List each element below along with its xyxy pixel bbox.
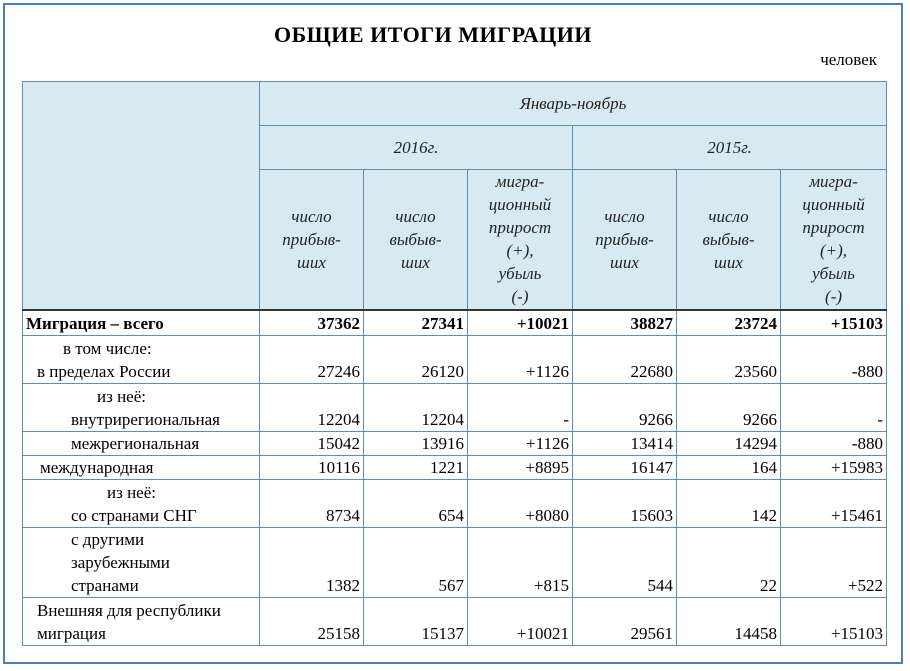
- table-cell: 13414: [573, 432, 677, 456]
- row-label-line: миграция: [37, 624, 106, 643]
- table-cell: 23724: [677, 310, 781, 336]
- header-line: мигра-: [495, 172, 545, 192]
- table-cell: 9266: [573, 384, 677, 432]
- header-line: мигра-: [809, 172, 858, 192]
- unit-label: человек: [820, 50, 877, 69]
- header-departures-2016: [364, 170, 468, 310]
- header-line: прирост: [802, 218, 865, 238]
- table-cell: 26120: [364, 336, 468, 384]
- header-line: ших: [401, 252, 430, 272]
- row-label-line: с другими: [71, 530, 145, 549]
- table-row: [23, 432, 887, 456]
- table-cell: 12204: [364, 384, 468, 432]
- table-cell: 14458: [677, 598, 781, 646]
- header-line: (+),: [820, 241, 848, 261]
- row-label: [23, 598, 260, 646]
- table-cell: -880: [781, 336, 887, 384]
- table-cell: 25158: [260, 598, 364, 646]
- row-label-line: из неё:: [97, 387, 146, 406]
- table-cell: 37362: [260, 310, 364, 336]
- row-label-line: из неё:: [107, 483, 156, 502]
- table-cell: -: [781, 384, 887, 432]
- table-cell: +15461: [781, 480, 887, 528]
- table-cell: 29561: [573, 598, 677, 646]
- header-departures-2015: [677, 170, 781, 310]
- header-line: (-): [825, 287, 843, 307]
- row-label: [23, 456, 260, 480]
- row-label-line: в пределах России: [37, 362, 171, 381]
- table-row: [23, 598, 887, 646]
- row-label: [23, 432, 260, 456]
- table-cell: 654: [364, 480, 468, 528]
- table-cell: 12204: [260, 384, 364, 432]
- migration-table: [22, 81, 887, 646]
- header-period: Январь-ноябрь: [260, 82, 887, 126]
- row-label: [23, 384, 260, 432]
- header-arrivals-2016: [260, 170, 364, 310]
- row-label-line: Внешняя для республики: [37, 601, 221, 620]
- table-cell: 38827: [573, 310, 677, 336]
- row-label-line: со странами СНГ: [71, 506, 197, 525]
- header-line: убыль: [812, 264, 855, 284]
- header-line: ционный: [488, 195, 552, 215]
- table-cell: 15042: [260, 432, 364, 456]
- table-cell: +1126: [468, 336, 573, 384]
- table-row: [23, 384, 887, 432]
- table-cell: 27246: [260, 336, 364, 384]
- table-cell: 16147: [573, 456, 677, 480]
- row-label-line: странами: [71, 576, 139, 595]
- header-line: ших: [610, 252, 639, 272]
- table-cell: 22: [677, 528, 781, 598]
- row-label: [23, 310, 260, 336]
- row-label-line: международная: [40, 458, 154, 477]
- table-cell: +522: [781, 528, 887, 598]
- table-cell: 23560: [677, 336, 781, 384]
- table-cell: +8080: [468, 480, 573, 528]
- row-label: [23, 480, 260, 528]
- table-cell: 15603: [573, 480, 677, 528]
- table-row: [23, 528, 887, 598]
- header-line: (-): [511, 287, 529, 307]
- header-migration-growth-2015: [781, 170, 887, 310]
- table-cell: 27341: [364, 310, 468, 336]
- header-line: ших: [714, 252, 743, 272]
- table-cell: 8734: [260, 480, 364, 528]
- table-cell: 10116: [260, 456, 364, 480]
- row-label-line: внутрирегиональная: [71, 410, 220, 429]
- table-cell: 142: [677, 480, 781, 528]
- row-label-line: Миграция – всего: [26, 314, 164, 333]
- header-line: прибыв-: [595, 229, 654, 249]
- table-cell: 22680: [573, 336, 677, 384]
- table-cell: +10021: [468, 598, 573, 646]
- header-line: число: [604, 206, 645, 226]
- table-cell: 164: [677, 456, 781, 480]
- table-cell: 13916: [364, 432, 468, 456]
- row-label: [23, 336, 260, 384]
- header-year-2015: 2015г.: [573, 126, 887, 170]
- table-cell: 15137: [364, 598, 468, 646]
- table-cell: -880: [781, 432, 887, 456]
- table-cell: +15983: [781, 456, 887, 480]
- table-row: [23, 310, 887, 336]
- table-cell: 9266: [677, 384, 781, 432]
- header-line: прибыв-: [282, 229, 341, 249]
- table-cell: +815: [468, 528, 573, 598]
- header-line: выбыв-: [702, 229, 755, 249]
- header-line: (+),: [506, 241, 534, 261]
- table-cell: 14294: [677, 432, 781, 456]
- table-row: [23, 480, 887, 528]
- table-cell: +8895: [468, 456, 573, 480]
- header-line: число: [395, 206, 436, 226]
- table-cell: 1221: [364, 456, 468, 480]
- header-line: число: [291, 206, 332, 226]
- table-cell: +1126: [468, 432, 573, 456]
- table-row: [23, 336, 887, 384]
- row-label-line: межрегиональная: [71, 434, 200, 453]
- header-line: ших: [297, 252, 326, 272]
- header-line: число: [708, 206, 749, 226]
- header-line: выбыв-: [389, 229, 442, 249]
- header-migration-growth-2016: [468, 170, 573, 310]
- table-cell: 544: [573, 528, 677, 598]
- header-corner-cell: [23, 82, 260, 310]
- header-line: убыль: [498, 264, 542, 284]
- table-row: [23, 456, 887, 480]
- row-label: [23, 528, 260, 598]
- table-cell: -: [468, 384, 573, 432]
- row-label-line: зарубежными: [71, 553, 170, 572]
- header-line: ционный: [802, 195, 865, 215]
- table-cell: +15103: [781, 310, 887, 336]
- page-title: ОБЩИЕ ИТОГИ МИГРАЦИИ: [273, 22, 593, 47]
- table-cell: +15103: [781, 598, 887, 646]
- header-year-2016: 2016г.: [260, 126, 573, 170]
- table-cell: 567: [364, 528, 468, 598]
- table-cell: 1382: [260, 528, 364, 598]
- header-line: прирост: [488, 218, 552, 238]
- header-arrivals-2015: [573, 170, 677, 310]
- row-label-line: в том числе:: [63, 339, 152, 358]
- table-cell: +10021: [468, 310, 573, 336]
